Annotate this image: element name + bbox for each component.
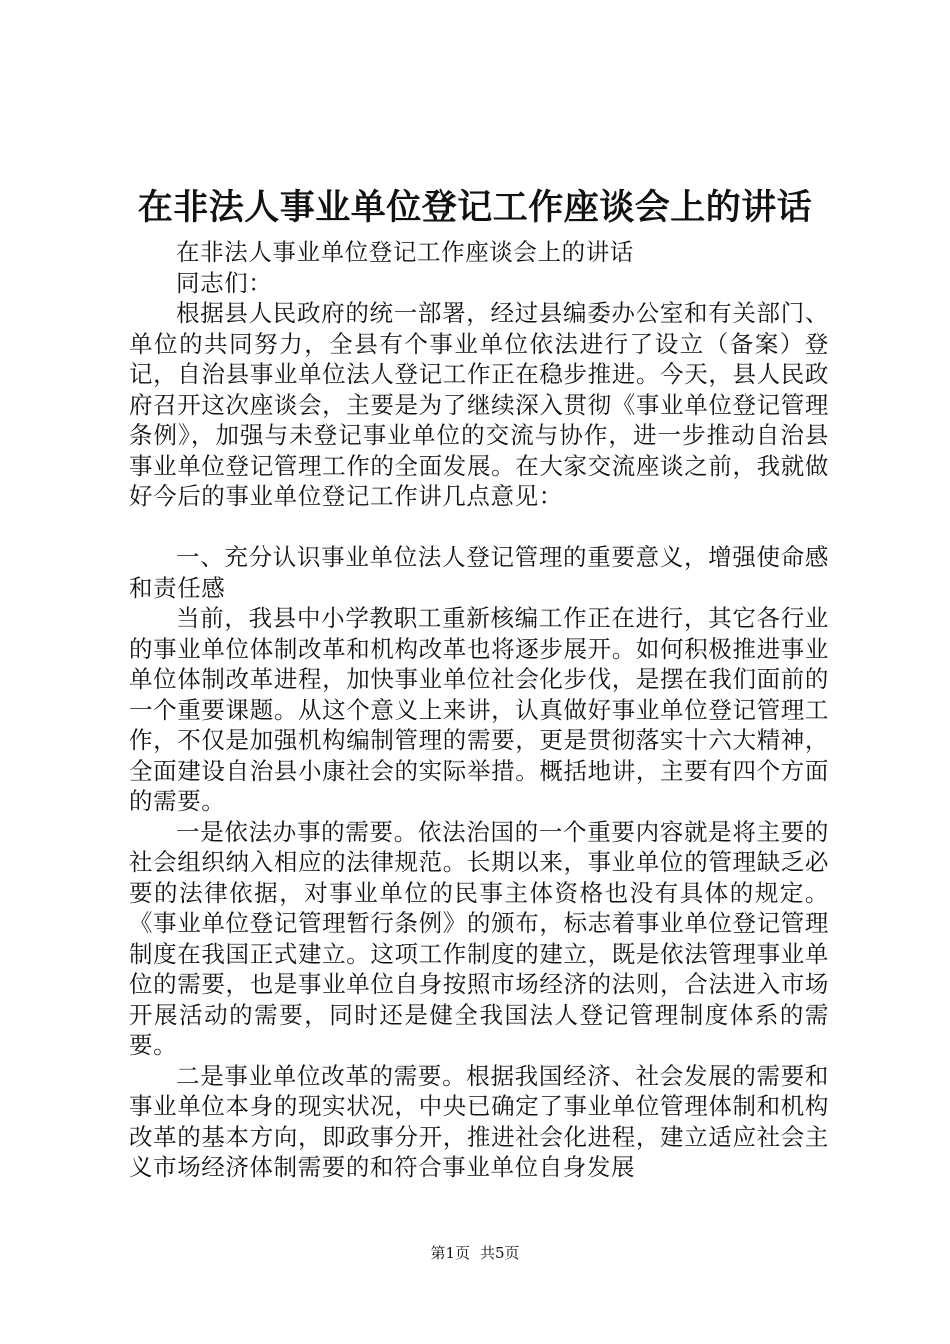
body-paragraph: 当前，我县中小学教职工重新核编工作正在进行，其它各行业的事业单位体制改革和机构改革也将逐步展开。如何积极推进事业单位体制改革进程，加快事业单位社会化步伐，是摆在我们面前的一个重要课题。从这个意义上来讲，认真做好事业单位登记管理工作，不仅是加强机构编制管理的需要，更是贯彻落实十六大精神，全面建设自治县小康社会的实际举措。概括地讲，主要有四个方面的需要。 bbox=[129, 604, 829, 815]
body-paragraph: 根据县人民政府的统一部署，经过县编委办公室和有关部门、单位的共同努力，全县有个事业单位依法进行了设立（备案）登记，自治县事业单位法人登记工作正在稳步推进。今天，县人民政府召开这次座谈会，主要是为了继续深入贯彻《事业单位登记管理条例》，加强与未登记事业单位的交流与协作，进一步推动自治县事业单位登记管理工作的全面发展。在大家交流座谈之前，我就做好今后的事业单位登记工作讲几点意见： bbox=[129, 299, 829, 510]
body-paragraph-subtitle: 在非法人事业单位登记工作座谈会上的讲话 bbox=[176, 238, 634, 266]
document-title: 在非法人事业单位登记工作座谈会上的讲话 bbox=[137, 188, 813, 228]
body-paragraph-salutation: 同志们： bbox=[176, 268, 273, 297]
body-paragraph: 一是依法办事的需要。依法治国的一个重要内容就是将主要的社会组织纳入相应的法律规范。长期以来，事业单位的管理缺乏必要的法律依据，对事业单位的民事主体资格也没有具体的规定。《事业单位登记管理暂行条例》的颁布，标志着事业单位登记管理制度在我国正式建立。这项工作制度的建立，既是依法管理事业单位的需要，也是事业单位自身按照市场经济的法则，合法进入市场开展活动的需要，同时还是健全我国法人登记管理制度体系的需要。 bbox=[129, 817, 829, 1059]
body-paragraph: 二是事业单位改革的需要。根据我国经济、社会发展的需要和事业单位本身的现实状况，中央已确定了事业单位管理体制和机构改革的基本方向，即政事分开，推进社会化进程，建立适应社会主义市场经济体制需要的和符合事业单位自身发展 bbox=[129, 1061, 829, 1181]
document-body bbox=[129, 237, 829, 1183]
section-heading: 一、充分认识事业单位法人登记管理的重要意义，增强使命感和责任感 bbox=[129, 543, 829, 602]
page-number: 第1页 bbox=[430, 1244, 470, 1262]
page-footer bbox=[0, 1243, 950, 1263]
page-total: 共5页 bbox=[480, 1244, 520, 1262]
